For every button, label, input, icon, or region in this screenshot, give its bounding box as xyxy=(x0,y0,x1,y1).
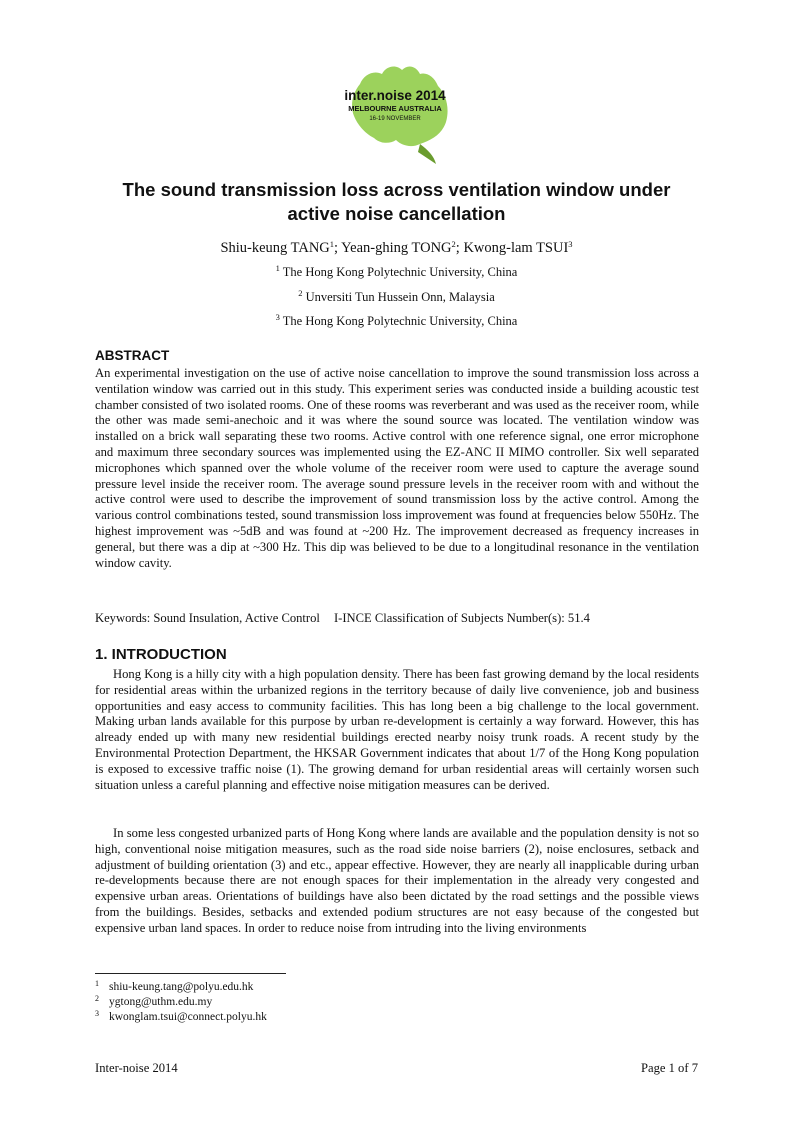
boomerang-shape xyxy=(418,144,436,164)
footnote-email: shiu-keung.tang@polyu.edu.hk xyxy=(109,981,254,993)
footnote-divider xyxy=(95,973,286,974)
footnote-email: kwonglam.tsui@connect.polyu.hk xyxy=(109,1011,267,1023)
logo-line-2: MELBOURNE AUSTRALIA xyxy=(348,104,442,113)
author-separator: ; xyxy=(455,240,464,256)
affiliation-text: Unversiti Tun Hussein Onn, Malaysia xyxy=(305,290,495,304)
affiliation-mark: 2 xyxy=(298,288,303,298)
classification-text: I-INCE Classification of Subjects Number(s): 51.4 xyxy=(333,611,590,625)
affiliation xyxy=(95,313,698,329)
author-name: Kwong-lam TSUI xyxy=(463,240,569,256)
introduction-paragraph: Hong Kong is a hilly city with a high population density. There has been fast growing demand by the local residents for residential areas within the urbanized regions in the territory because of daily live convenience, job and business opportunities and easy access to community facilities. This has long been a big challenge to the local government. Making urban lands available for this purpose by urban re-development is certainly a way forward. However, this has already ended up with many new residential buildings erected nearby noisy trunk roads. A recent study by the Environmental Protection Department, the HKSAR Government indicates that about 1/7 of the Hong Kong population is exposed to excessive traffic noise (1). The growing demand for urban residential areas will certainly worsen such situation unless a careful planning and effective noise mitigation measures can be derived. xyxy=(95,667,699,792)
footnote: 2 ygtong@uthm.edu.my xyxy=(95,994,213,1008)
logo-line-1: inter.noise 2014 xyxy=(344,88,446,103)
affiliation xyxy=(95,289,698,305)
footer-page-number: Page 1 of 7 xyxy=(640,1061,698,1075)
author-list xyxy=(95,239,698,257)
logo-line-3: 16-19 NOVEMBER xyxy=(369,116,421,122)
affiliation-text: The Hong Kong Polytechnic University, China xyxy=(282,265,518,279)
affiliation xyxy=(95,264,698,280)
author-mark: 1 xyxy=(329,239,335,249)
footnote: 3 kwonglam.tsui@connect.polyu.hk xyxy=(95,1009,267,1023)
author-name: Shiu-keung TANG xyxy=(220,240,330,256)
australia-map-icon xyxy=(330,60,460,168)
conference-logo xyxy=(330,60,460,168)
affiliation-mark: 1 xyxy=(275,263,280,273)
author-mark: 2 xyxy=(451,239,456,249)
paper-title: The sound transmission loss across ventilation window under active noise cancellation xyxy=(122,179,671,224)
abstract-text: An experimental investigation on the use of active noise cancellation to improve the sound transmission loss across a ventilation window was carried out in this study. This experiment series was conducted inside a building acoustic test chamber consisted of two isolated rooms. One of these rooms was reverberant and was used as the receiver room, while the other was made semi-anechoic and it was where the sound source was located. The ventilation window was installed on a brick wall separating these two rooms. Active control with one reference signal, one error microphone and maximum three secondary sources was implemented using the EZ-ANC II MIMO controller. Six well separated microphones which spanned over the whole volume of the receiver room were used to capture the average sound pressure level inside the receiver room. The average sound pressure levels in the receiver room with and without the active control were used to describe the improvement of sound transmission loss by the active control. Among the various control combinations tested, sound transmission loss improvement was found at frequencies below 550Hz. The highest improvement was ~5dB and was found at ~200 Hz. The improvement decreased as frequency increases in general, but there was a dip at ~300 Hz. This dip was believed to be due to a longitudinal resonance in the ventilation window cavity. xyxy=(95,366,699,570)
footer-conference: Inter-noise 2014 xyxy=(95,1061,178,1075)
affiliation-mark: 3 xyxy=(275,312,280,322)
footnote-email: ygtong@uthm.edu.my xyxy=(109,996,213,1008)
author-mark: 3 xyxy=(568,239,573,249)
abstract-heading: ABSTRACT xyxy=(95,348,170,363)
keywords-line xyxy=(95,610,590,626)
footnotes xyxy=(95,980,267,1025)
author-separator: ; xyxy=(334,240,342,256)
affiliation-text: The Hong Kong Polytechnic University, China xyxy=(282,314,518,328)
introduction-paragraph: In some less congested urbanized parts of Hong Kong where lands are available and the population density is not so high, conventional noise mitigation measures, such as the road side noise barriers (2), noise enclosures, setback and adjustment of building orientation (3) and etc., appear effective. However, they are nearly all inapplicable during urban re-developments because there are not enough spaces for their implementation in the already very congested and expensive urban areas. Orientations of buildings have also been dictated by the road settings and the possible views from the buildings. Besides, setbacks and extended podium structures are not easy because of the congested but expensive urban land spaces. In order to reduce noise from intruding into the living environments xyxy=(95,826,699,935)
footnote: 1 shiu-keung.tang@polyu.edu.hk xyxy=(95,979,254,993)
introduction-heading: 1. INTRODUCTION xyxy=(95,646,227,663)
author-name: Yean-ghing TONG xyxy=(341,240,452,256)
keywords-text: Keywords: Sound Insulation, Active Control xyxy=(95,611,320,625)
